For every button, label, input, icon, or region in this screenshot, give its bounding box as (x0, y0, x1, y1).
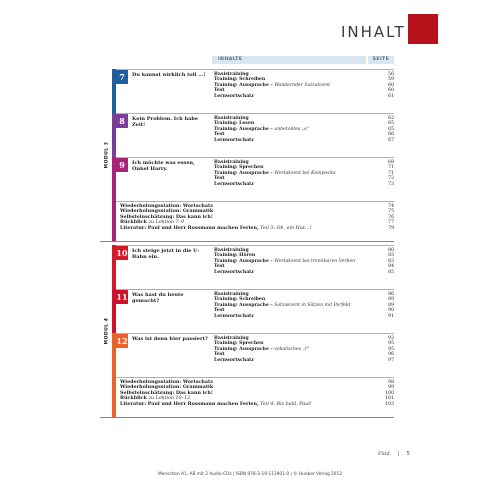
module-section (100, 245, 394, 417)
toc-item-label: Training: Aussprache – (214, 126, 273, 132)
toc-item-label: Training: Aussprache – (214, 82, 273, 88)
toc-item-note: unbetontes „e“ (274, 126, 310, 132)
toc-item (214, 358, 364, 363)
review-page-number: 103 (385, 401, 394, 407)
toc-page-number: 85 (388, 269, 394, 275)
toc-item (214, 182, 364, 187)
toc-item (214, 138, 364, 143)
review-item-label: Rückblick (120, 219, 147, 226)
toc-page-number: 72 (388, 176, 394, 182)
lesson-pages (368, 336, 394, 363)
toc-page-number: 90 (388, 308, 394, 314)
review-items (120, 204, 360, 231)
module-label: MODUL 4 (104, 317, 110, 345)
toc-page-number: 61 (388, 93, 394, 99)
review-item-note: zu Lektion 10–12 (148, 396, 191, 402)
column-header-inhalte: INHALTE (212, 56, 366, 64)
toc-item (214, 94, 364, 99)
toc-page-number: 60 (388, 88, 394, 94)
toc-page-number: 65 (388, 126, 394, 132)
review-pages (368, 204, 394, 231)
lesson-number: 8 (116, 114, 128, 128)
review-item-note: Teil 3: Oh, ein Hut…! (260, 225, 312, 231)
lesson-number: 9 (116, 158, 128, 172)
toc-item-label: Lernwortschatz (214, 357, 254, 363)
toc-item-label: Basistraining (214, 292, 249, 297)
toc-item-label: Lernwortschatz (214, 313, 254, 319)
toc-page-number: 60 (388, 82, 394, 88)
lesson-pages (368, 160, 394, 187)
toc-item-note: Satzakzent in Sätzen mit Perfekt (274, 302, 351, 308)
lesson-title: Was hast du heute gemacht? (132, 292, 184, 305)
lesson-entry (116, 333, 394, 378)
review-item-label: Literatur: Paul und Herr Rossmann machen Ferien, (120, 400, 259, 407)
review-item-note: zu Lektion 7–9 (148, 220, 185, 226)
toc-item-label: Basistraining (214, 116, 249, 121)
toc-item-label: Lernwortschatz (214, 269, 254, 275)
toc-page-number: 66 (388, 132, 394, 138)
module-section (100, 69, 394, 241)
toc-item-label: Training: Aussprache – (214, 170, 273, 176)
toc-page-number: 71 (388, 170, 394, 176)
lesson-number: 11 (116, 292, 128, 302)
module-label: MODUL 3 (104, 141, 110, 169)
toc-item-label: Training: Hören (214, 253, 256, 259)
review-pages (368, 380, 394, 407)
toc-page-number: 56 (388, 72, 394, 77)
page-number-digit: 5 (406, 451, 410, 457)
lesson-title: Was ist denn hier passiert? (132, 336, 208, 342)
toc-page-number: 89 (388, 302, 394, 308)
toc-item-note: Wortakzent bei trennbaren Verben (274, 258, 356, 264)
toc-page-number: 84 (388, 264, 394, 270)
toc-item-label: Test (214, 176, 225, 182)
toc-item-note: Wortakzent bei Komposita (274, 170, 336, 176)
module-label-wrap (100, 245, 112, 417)
lesson-number: 7 (116, 70, 128, 84)
review-page-number: 76 (388, 214, 394, 220)
toc-page-number: 62 (388, 116, 394, 121)
lesson-items (214, 336, 364, 363)
lesson-entry (116, 245, 394, 290)
toc-item-label: Training: Aussprache – (214, 258, 273, 264)
lesson-items (214, 116, 364, 143)
header-accent-box (408, 14, 438, 44)
review-item-label: Literatur: Paul und Herr Rossmann machen Ferien, (120, 224, 259, 231)
toc-item-label: Test (214, 352, 225, 358)
toc-item-label: Basistraining (214, 72, 249, 77)
lesson-pages (368, 292, 394, 319)
column-header-seite: SEITE (368, 56, 394, 64)
toc-item (214, 314, 364, 319)
toc-item-note: vokalisches „r“ (274, 346, 310, 352)
toc-page-number: 91 (388, 313, 394, 319)
review-page-number: 79 (388, 225, 394, 231)
toc-item-label: Lernwortschatz (214, 181, 254, 187)
review-page-number: 98 (388, 380, 394, 385)
review-section (116, 377, 394, 418)
toc-item-label: Training: Schreiben (214, 77, 266, 83)
toc-page-number: 68 (388, 160, 394, 165)
toc-item-label: Training: Sprechen (214, 341, 264, 347)
toc-item (214, 303, 364, 308)
review-page-number: 75 (388, 209, 394, 215)
lesson-pages (368, 72, 394, 99)
review-item (120, 226, 360, 231)
review-item-label: Selbsteinschätzung: Das kann ich! (120, 389, 213, 396)
toc-item-label: Training: Aussprache – (214, 302, 273, 308)
toc-page-number: 95 (388, 346, 394, 352)
lesson-title: Du kannst wirklich toll …! (132, 72, 206, 78)
page-number-word: Fünf (378, 451, 390, 457)
toc-item-label: Basistraining (214, 336, 249, 341)
toc-page-number: 65 (388, 121, 394, 127)
module-separator (100, 241, 394, 242)
toc-item-label: Training: Sprechen (214, 165, 264, 171)
review-item-label: Wiederholungsstation: Grammatik (120, 384, 214, 391)
lesson-entry (116, 113, 394, 158)
lesson-number: 12 (116, 336, 128, 346)
review-page-number: 99 (388, 385, 394, 391)
footer-credit: Menschen A1, AB mit 2 Audio-CDs | ISBN 978-3-19-111901-0 | © Hueber Verlag 2012 (158, 472, 342, 477)
toc-item-label: Lernwortschatz (214, 93, 254, 99)
lesson-number: 10 (116, 248, 128, 258)
lesson-items (214, 292, 364, 319)
review-page-number: 74 (388, 204, 394, 209)
toc-page-number: 73 (388, 181, 394, 187)
lesson-title: Ich steige jetzt in die U-Bahn ein. (132, 248, 200, 261)
lesson-items (214, 72, 364, 99)
review-items (120, 380, 360, 407)
lesson-entry (116, 289, 394, 334)
toc-page-number: 59 (388, 77, 394, 83)
lesson-items (214, 160, 364, 187)
lesson-pages (368, 248, 394, 275)
toc-item-label: Basistraining (214, 248, 249, 253)
toc-page-number: 86 (388, 292, 394, 297)
toc-item-note: Wandernder Satzakzent (274, 82, 331, 88)
toc-item-label: Test (214, 88, 225, 94)
review-item-label: Rückblick (120, 395, 147, 402)
toc-page-number: 96 (388, 352, 394, 358)
toc-item-label: Basistraining (214, 160, 249, 165)
review-item-label: Selbsteinschätzung: Das kann ich! (120, 213, 213, 220)
toc-page-number: 97 (388, 357, 394, 363)
review-item-label: Wiederholungsstation: Grammatik (120, 208, 214, 215)
toc-page-number: 71 (388, 165, 394, 171)
toc-item-label: Test (214, 308, 225, 314)
toc-item-label: Training: Lesen (214, 121, 255, 127)
toc-page-number: 92 (388, 336, 394, 341)
lesson-title: Ich möchte was essen, Onkel Harry. (132, 160, 195, 173)
toc-page-number: 80 (388, 248, 394, 253)
toc-item (214, 259, 364, 264)
review-item-note: Teil 4: Bis bald, Paul! (260, 401, 312, 407)
toc-item-label: Training: Aussprache – (214, 346, 273, 352)
review-item-label: Wiederholungsstation: Wortschatz (120, 203, 213, 209)
toc-item-label: Training: Schreiben (214, 297, 266, 303)
lesson-pages (368, 116, 394, 143)
toc-item (214, 270, 364, 275)
lesson-items (214, 248, 364, 275)
page-number (378, 451, 410, 457)
review-page-number: 101 (385, 396, 394, 402)
module-label-wrap (100, 69, 112, 241)
toc-page-number: 95 (388, 341, 394, 347)
toc-page-number: 83 (388, 253, 394, 259)
module-separator (100, 417, 394, 418)
page-number-sep: | (397, 451, 400, 457)
lesson-entry (116, 69, 394, 114)
toc-item-label: Test (214, 264, 225, 270)
lesson-entry (116, 157, 394, 202)
review-item-label: Wiederholungsstation: Wortschatz (120, 379, 213, 385)
toc-page-number: 67 (388, 137, 394, 143)
toc-page-number: 89 (388, 297, 394, 303)
page-title: INHALT (341, 23, 406, 41)
review-page-number: 77 (388, 220, 394, 226)
review-page-number: 100 (385, 390, 394, 396)
lesson-title: Kein Problem. Ich habe Zeit! (132, 116, 199, 129)
toc-item-label: Test (214, 132, 225, 138)
toc-page-number: 83 (388, 258, 394, 264)
review-section (116, 201, 394, 242)
toc-item-label: Lernwortschatz (214, 137, 254, 143)
review-item (120, 402, 360, 407)
